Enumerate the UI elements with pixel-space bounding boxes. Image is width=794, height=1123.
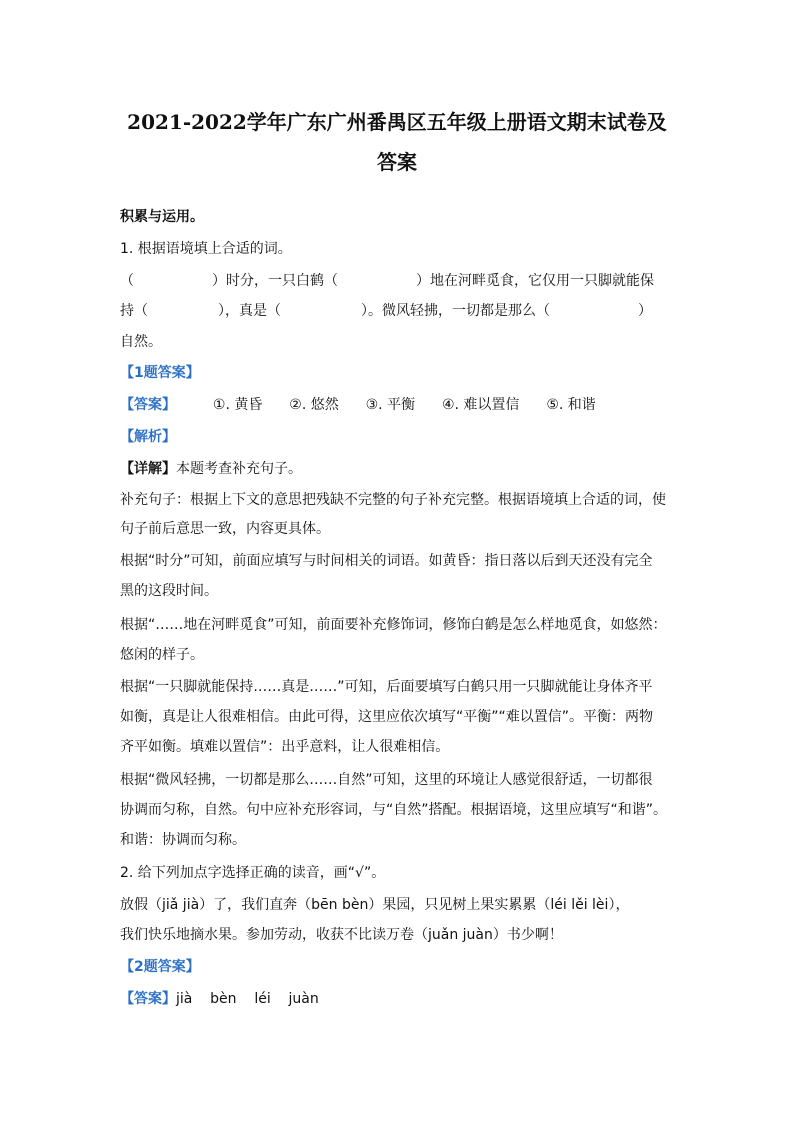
answer-item: ⑤. 和谐: [546, 397, 596, 413]
analysis-paragraph: 和谐：协调而匀称。: [120, 832, 246, 848]
title-line-2: 答案: [377, 150, 417, 174]
analysis-paragraph: 黑的这段时间。: [120, 583, 218, 599]
analysis-paragraph: 根据“……地在河畔觅食”可知，前面要补充修饰词，修饰白鹤是怎么样地觅食，如悠然：: [120, 617, 667, 633]
answer-1: [120, 394, 596, 414]
text: 持（: [120, 303, 148, 319]
text: ）: [638, 303, 652, 319]
question-1-blank-line-3: 自然。: [120, 334, 162, 350]
question-1-blank-line-2: [120, 300, 652, 320]
question-2-stem: 2. 给下列加点字选择正确的读音，画“√”。: [120, 865, 386, 881]
answer-2: [120, 988, 319, 1008]
detail-tag: 【详解】: [120, 461, 176, 477]
text: ），真是（: [218, 303, 281, 319]
detail-line: [120, 458, 302, 478]
analysis-paragraph: 根据“微风轻拂，一切都是那么……自然”可知，这里的环境让人感觉很舒适，一切都很: [120, 772, 653, 788]
analysis-paragraph: 齐平如衡。填难以置信”：出乎意料，让人很难相信。: [120, 739, 450, 755]
analysis-paragraph: 协调而匀称，自然。句中应补充形容词，与“自然”搭配。根据语境，这里应填写“和谐”。: [120, 802, 668, 818]
analysis-paragraph: 悠闲的样子。: [120, 647, 204, 663]
answer-tag: 【答案】: [120, 991, 176, 1007]
question-1-blank-line-1: [120, 270, 654, 290]
analysis-paragraph: 根据“一只脚就能保持……真是……”可知，后面要填写白鹤只用一只脚就能让身体齐平: [120, 679, 653, 695]
section-heading: 积累与运用。: [120, 209, 204, 225]
answer-tag: 【答案】: [120, 397, 176, 413]
analysis-paragraph: 补充句子：根据上下文的意思把残缺不完整的句子补充完整。根据语境填上合适的词，使: [120, 492, 666, 508]
question-1-stem: 1. 根据语境填上合适的词。: [120, 241, 292, 257]
text: ）地在河畔觅食，它仅用一只脚就能保: [416, 273, 654, 289]
answer-item: ②. 悠然: [289, 397, 339, 413]
analysis-paragraph: 如衡，真是让人很难相信。由此可得，这里应依次填写“平衡”“难以置信”。平衡：两物: [120, 709, 654, 725]
text: ）。微风轻拂，一切都是那么（: [361, 303, 550, 319]
answer-item: ①. 黄昏: [212, 397, 263, 413]
text: ）时分，一只白鹤（: [212, 273, 338, 289]
answer-item: ④. 难以置信: [441, 397, 520, 413]
title-line-1: 2021-2022学年广东广州番禺区五年级上册语文期末试卷及: [127, 110, 667, 134]
detail-text: 本题考查补充句子。: [176, 461, 302, 477]
analysis-tag: 【解析】: [120, 429, 176, 445]
answer-header-2: 【2题答案】: [120, 959, 200, 975]
analysis-paragraph: 句子前后意思一致，内容更具体。: [120, 521, 330, 537]
answer-item: ③. 平衡: [365, 397, 416, 413]
question-2-sentence: 放假（jiǎ jià）了，我们直奔（bēn bèn）果园，只见树上果实累累（léi lěi lèi），: [120, 897, 630, 913]
answer-text: jià bèn léi juàn: [176, 991, 319, 1007]
question-2-sentence: 我们快乐地摘水果。参加劳动，收获不比读万卷（juǎn juàn）书少啊！: [120, 927, 563, 943]
text: （: [120, 273, 134, 289]
analysis-paragraph: 根据“时分”可知，前面应填写与时间相关的词语。如黄昏：指日落以后到天还没有完全: [120, 553, 653, 569]
answer-header-1: 【1题答案】: [120, 365, 200, 381]
